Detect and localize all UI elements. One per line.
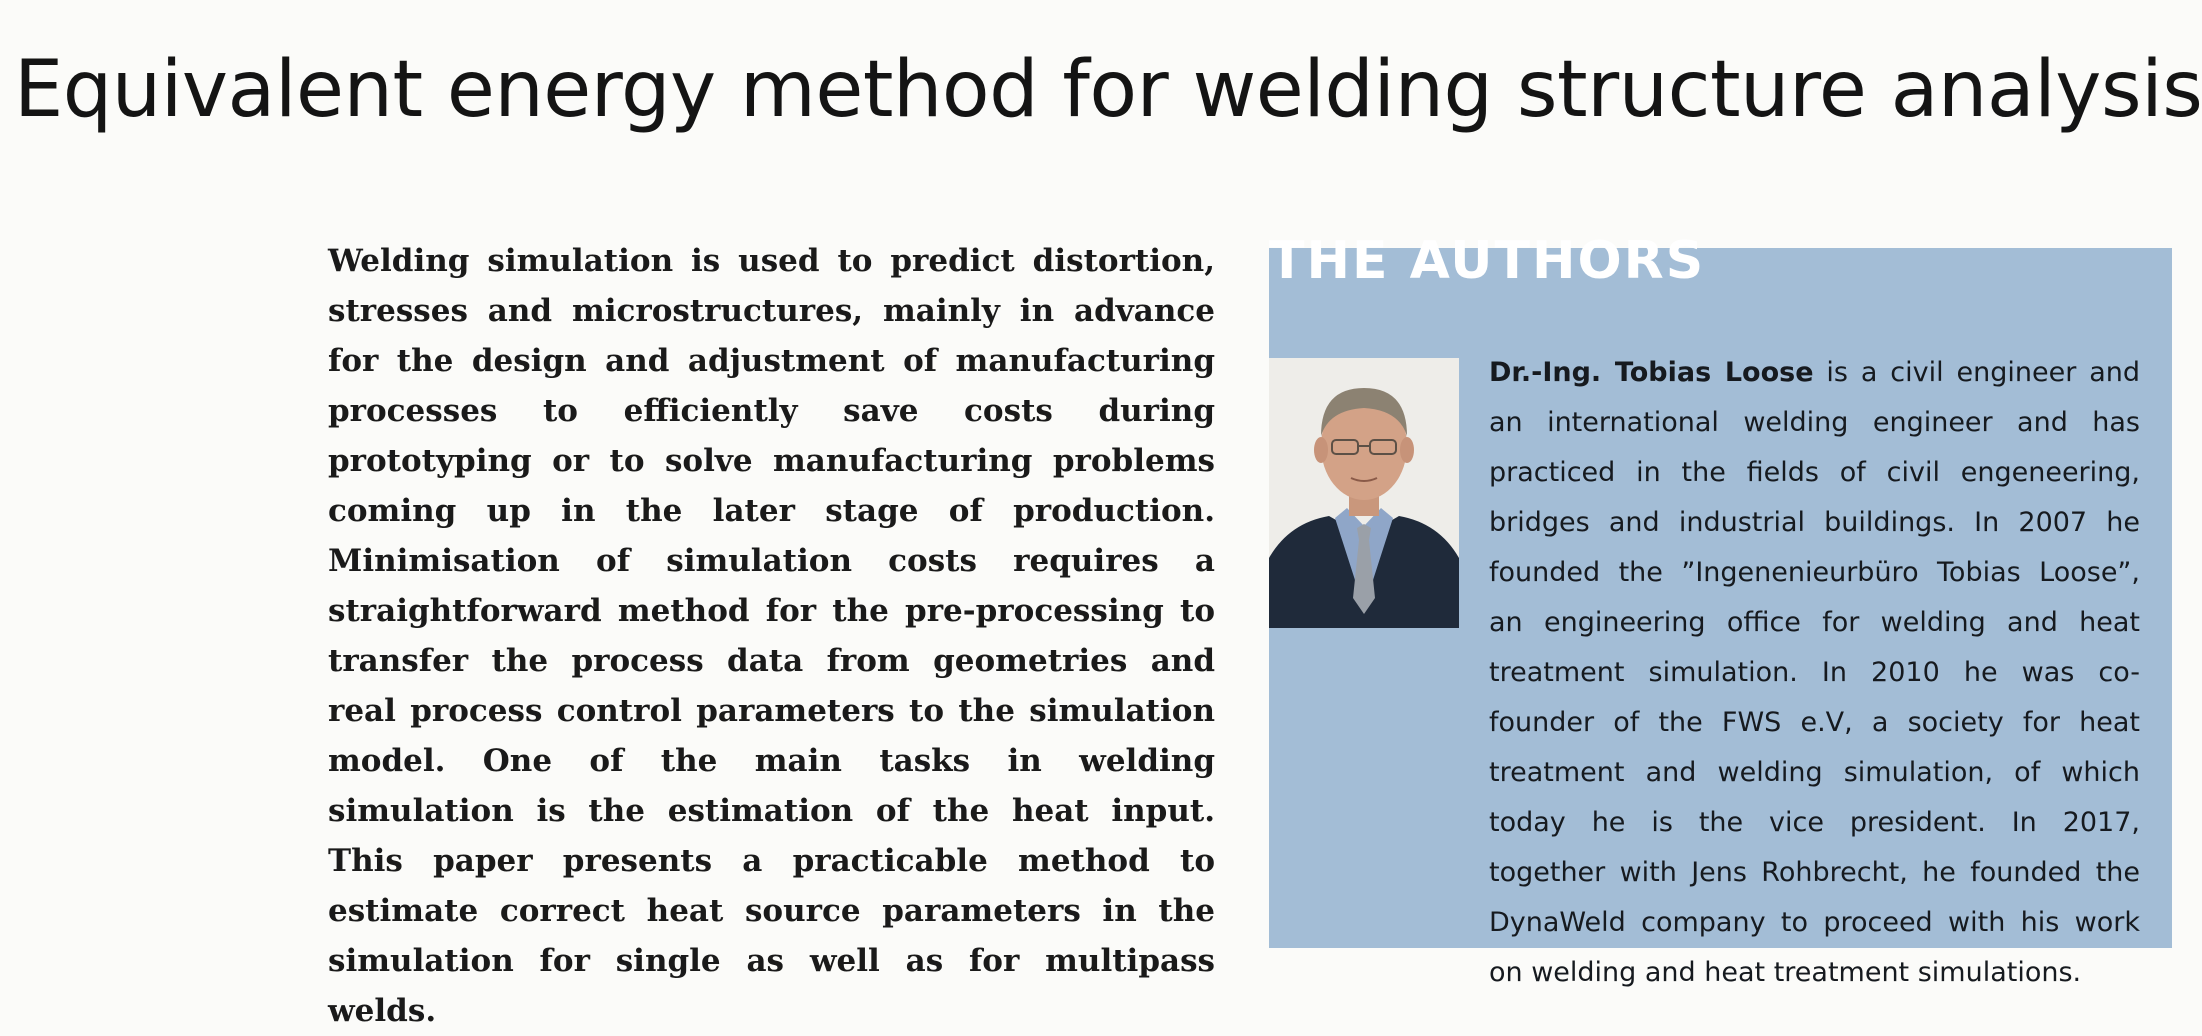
author-name: Dr.-Ing. Tobias Loose xyxy=(1489,357,1814,388)
authors-heading: THE AUTHORS xyxy=(1269,231,1706,291)
author-portrait-image xyxy=(1269,358,1459,628)
author-bio xyxy=(1489,348,2140,998)
article-abstract: Welding simulation is used to predict distortion, stresses and microstructures, mainly in advance for the design and adjustment of manufacturing processes to efficiently save costs during prototyping or to solve manufacturing problems coming up in the later stage of production. Minimisation of simulation costs requires a straightforward method for the pre-processing to transfer the process data from geometries and real process control parameters to the simulation model. One of the main tasks in welding simulation is the estimation of the heat input. This paper presents a practicable method to estimate correct heat source parameters in the simulation for single as well as for multipass welds. xyxy=(328,243,1215,1029)
authors-box xyxy=(1269,231,2172,988)
author-photo xyxy=(1269,358,1459,628)
article-title: Equivalent energy method for welding structure analysis xyxy=(14,45,2202,135)
author-bio-text: is a civil engineer and an international welding engineer and has practiced in the fields of civil engeneering, bridges and industrial buildings. In 2007 he founded the ”Ingenenieurbüro Tobias Loose”, an engineering office for welding and heat treatment simulation. In 2010 he was co-founder of the FWS e.V, a society for heat treatment and welding simulation, of which today he is the vice president. In 2017, together with Jens Rohbrecht, he founded the DynaWeld company to proceed with his work on welding and heat treatment simulations. xyxy=(1489,357,2141,988)
